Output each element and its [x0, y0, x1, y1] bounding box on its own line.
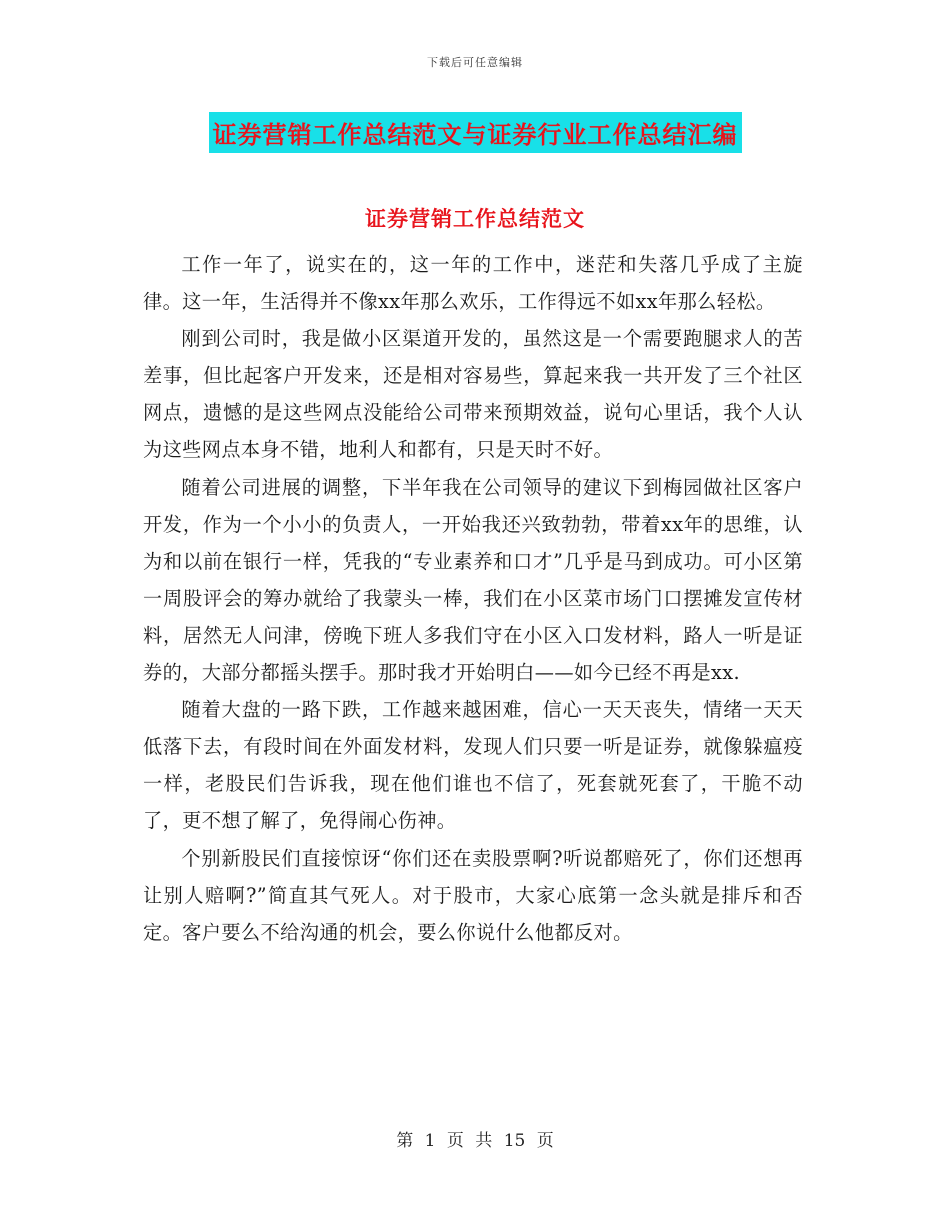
paragraph: 随着大盘的一路下跌，工作越来越困难，信心一天天丧失，情绪一天天低落下去，有段时间在外面发材料，发现人们只要一听是证券，就像躲瘟疫一样，老股民们告诉我，现在他们谁也不信了，死套就死套了，干脆不动了，更不想了解了，免得闹心伤神。	[143, 698, 803, 833]
paragraph: 个别新股民们直接惊讶“你们还在卖股票啊?听说都赔死了，你们还想再让别人赔啊?”简直其气死人。对于股市，大家心底第一念头就是排斥和否定。客户要么不给沟通的机会，要么你说什么他都反对。	[143, 846, 803, 944]
paragraph: 随着公司进展的调整，下半年我在公司领导的建议下到梅园做社区客户开发，作为一个小小的负责人，一开始我还兴致勃勃，带着xx年的思维，认为和以前在银行一样，凭我的“专业素养和口才”几乎是马到成功。可小区第一周股评会的筹办就给了我蒙头一棒，我们在小区菜市场门口摆摊发宣传材料，居然无人问津，傍晚下班人多我们守在小区入口发材料，路人一听是证券的，大部分都摇头摆手。那时我才开始明白——如今已经不再是xx.	[143, 475, 803, 685]
main-title-container	[0, 112, 950, 153]
document-body	[143, 246, 803, 951]
page-number-footer: 第 1 页 共 15 页	[396, 1131, 554, 1151]
paragraph: 工作一年了，说实在的，这一年的工作中，迷茫和失落几乎成了主旋律。这一年，生活得并不像xx年那么欢乐，工作得远不如xx年那么轻松。	[143, 253, 803, 314]
section-title: 证券营销工作总结范文	[365, 207, 585, 231]
paragraph: 刚到公司时，我是做小区渠道开发的，虽然这是一个需要跑腿求人的苦差事，但比起客户开发来，还是相对容易些，算起来我一共开发了三个社区网点，遗憾的是这些网点没能给公司带来预期效益，说句心里话，我个人认为这些网点本身不错，地利人和都有，只是天时不好。	[143, 327, 803, 462]
main-title: 证券营销工作总结范文与证券行业工作总结汇编	[209, 112, 742, 153]
page-header-note: 下载后可任意编辑	[427, 56, 523, 69]
